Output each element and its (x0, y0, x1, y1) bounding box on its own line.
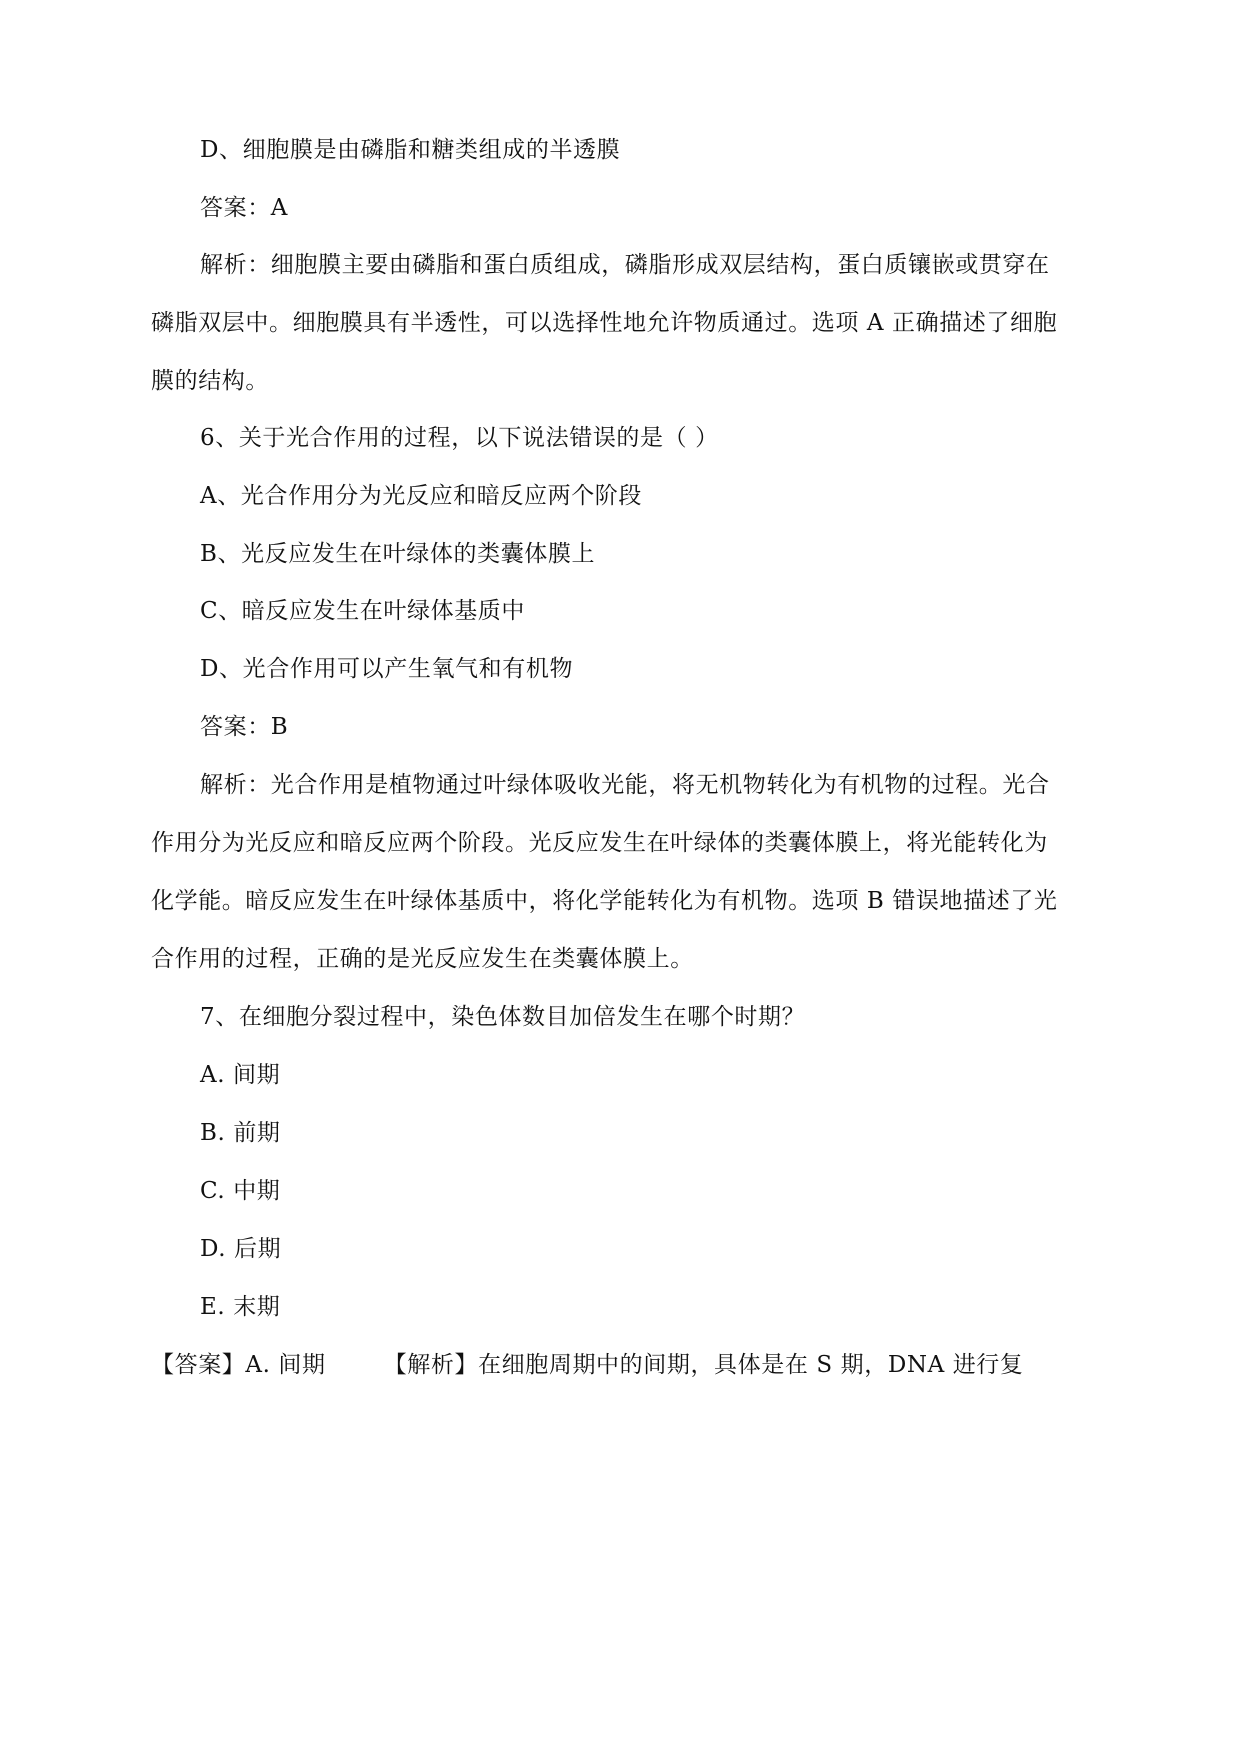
q6-explanation-line-2: 作用分为光反应和暗反应两个阶段。光反应发生在叶绿体的类囊体膜上，将光能转化为 (151, 830, 1048, 856)
q5-explanation-line-1: 解析：细胞膜主要由磷脂和蛋白质组成，磷脂形成双层结构，蛋白质镶嵌或贯穿在 (200, 252, 1050, 278)
q6-option-d: D、光合作用可以产生氧气和有机物 (200, 656, 574, 682)
q6-option-b: B、光反应发生在叶绿体的类囊体膜上 (200, 541, 596, 567)
q7-option-a: A. 间期 (200, 1062, 281, 1088)
q6-explanation-line-1: 解析：光合作用是植物通过叶绿体吸收光能，将无机物转化为有机物的过程。光合 (200, 772, 1050, 798)
q5-answer: 答案：A (200, 195, 289, 221)
q6-question: 6、关于光合作用的过程，以下说法错误的是（ ） (200, 425, 719, 451)
q6-answer: 答案：B (200, 714, 289, 740)
q5-explanation-line-2: 磷脂双层中。细胞膜具有半透性，可以选择性地允许物质通过。选项 A 正确描述了细胞 (151, 310, 1058, 336)
q7-option-d: D. 后期 (200, 1236, 282, 1262)
q7-option-e: E. 末期 (200, 1294, 281, 1320)
q7-question: 7、在细胞分裂过程中，染色体数目加倍发生在哪个时期？ (200, 1004, 806, 1030)
q6-option-a: A、光合作用分为光反应和暗反应两个阶段 (200, 483, 643, 509)
q7-answer-line (151, 1350, 1151, 1380)
q5-option-d: D、细胞膜是由磷脂和糖类组成的半透膜 (200, 137, 621, 163)
q6-explanation-line-3: 化学能。暗反应发生在叶绿体基质中，将化学能转化为有机物。选项 B 错误地描述了光 (151, 888, 1058, 914)
q7-option-b: B. 前期 (200, 1120, 281, 1146)
q7-option-c: C. 中期 (200, 1178, 281, 1204)
q5-explanation-line-3: 膜的结构。 (151, 368, 269, 394)
q7-answer: 【答案】A. 间期 (151, 1352, 326, 1378)
q6-option-c: C、暗反应发生在叶绿体基质中 (200, 598, 525, 624)
q6-explanation-line-4: 合作用的过程，正确的是光反应发生在类囊体膜上。 (151, 946, 694, 972)
q7-explanation: 【解析】在细胞周期中的间期，具体是在 S 期，DNA 进行复 (383, 1352, 1024, 1378)
